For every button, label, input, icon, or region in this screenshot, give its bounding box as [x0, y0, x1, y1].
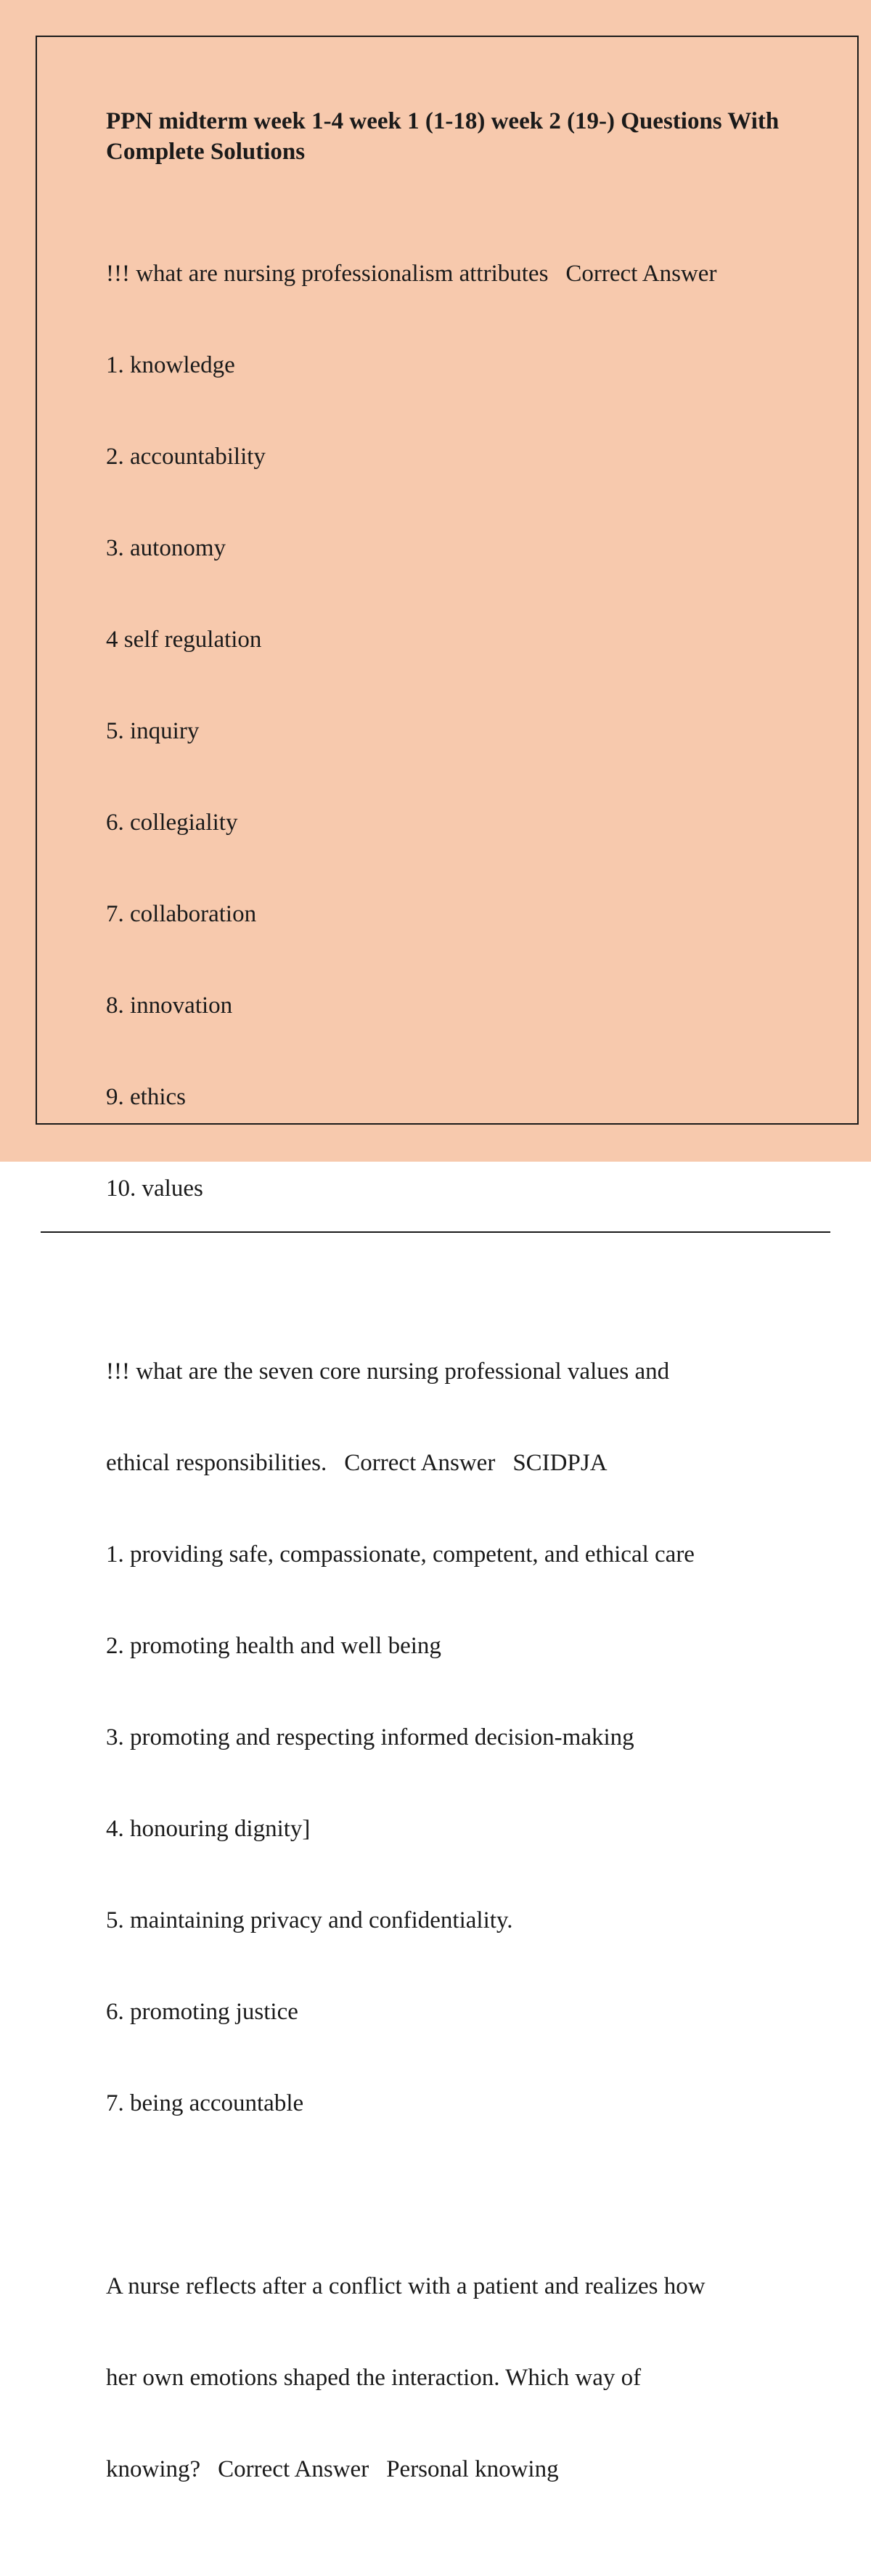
question-line: her own emotions shaped the interaction. Which way of	[106, 2365, 642, 2391]
answer-label: Correct Answer	[218, 2456, 369, 2482]
list-item: 2. promoting health and well being	[106, 1633, 441, 1659]
list-item: 3. autonomy	[106, 535, 226, 561]
list-item: 1. providing safe, compassionate, competent, and ethical care	[106, 1541, 695, 1568]
list-item: 7. collaboration	[106, 901, 257, 927]
question-line: !!! what are the seven core nursing professional values and	[106, 1358, 670, 1385]
question-line	[106, 258, 803, 289]
question-line: A nurse reflects after a conflict with a patient and realizes how	[106, 2273, 706, 2299]
list-item: 6. collegiality	[106, 810, 238, 836]
list-item: 4. honouring dignity]	[106, 1816, 311, 1842]
list-item: 3. promoting and respecting informed decision-making	[106, 1724, 634, 1750]
question-line	[106, 1448, 803, 1478]
list-item: 9. ethics	[106, 1084, 186, 1110]
list-item: 6. promoting justice	[106, 1999, 298, 2025]
question-text: knowing?	[106, 2456, 201, 2482]
qa-block-3	[106, 2210, 803, 2546]
question-text: !!! what are nursing professionalism attributes	[106, 261, 549, 287]
question-text: ethical responsibilities.	[106, 1450, 327, 1476]
footer-divider	[41, 1231, 830, 1233]
list-item: 1. knowledge	[106, 352, 235, 378]
answer-label: Correct Answer	[565, 261, 717, 287]
qa-block-1	[106, 197, 803, 1265]
qa-block-2	[106, 1295, 803, 2180]
list-item: 2. accountability	[106, 444, 266, 470]
list-item: 8. innovation	[106, 993, 233, 1019]
list-item: 7. being accountable	[106, 2090, 304, 2116]
list-item: 10. values	[106, 1175, 203, 1202]
list-item: 5. inquiry	[106, 718, 200, 744]
document-title: PPN midterm week 1-4 week 1 (1-18) week 2 (19-) Questions With Complete Solutions	[106, 108, 780, 165]
answer-text: Personal knowing	[386, 2456, 559, 2482]
answer-text: SCIDPJA	[512, 1450, 608, 1476]
document-content	[106, 106, 803, 2576]
list-item: 5. maintaining privacy and confidentiality.	[106, 1907, 513, 1933]
answer-label: Correct Answer	[344, 1450, 496, 1476]
question-line	[106, 2454, 803, 2485]
list-item: 4 self regulation	[106, 627, 262, 653]
